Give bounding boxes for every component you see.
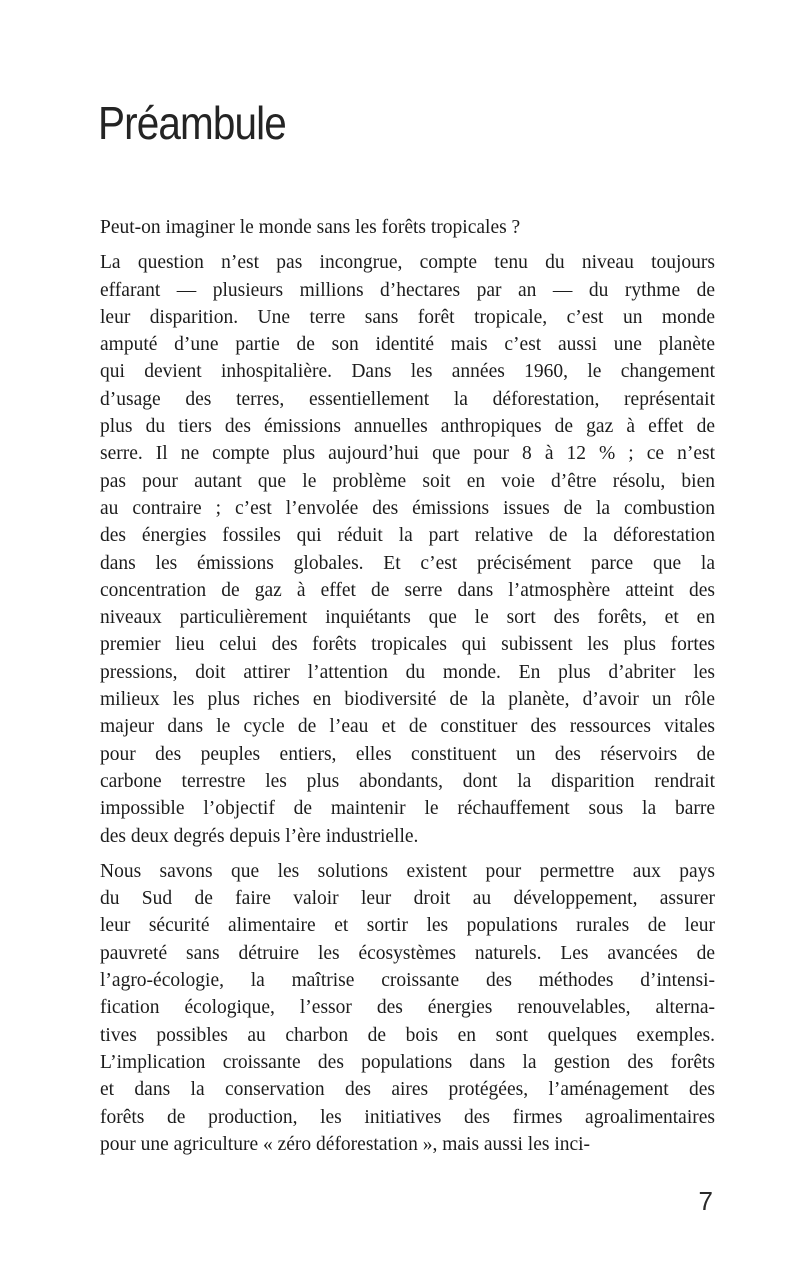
text-line: leur sécurité alimentaire et sortir les populations rurales de leur [100, 915, 715, 937]
page-number: 7 [698, 1186, 713, 1216]
text-line: majeur dans le cycle de l’eau et de constituer des ressources vitales [100, 716, 715, 738]
text-line: L’implication croissante des populations dans la gestion des forêts [100, 1051, 715, 1073]
text-line: premier lieu celui des forêts tropicales qui subissent les plus fortes [100, 634, 715, 656]
text-line: pour des peuples entiers, elles constituent un des réservoirs de [100, 743, 715, 765]
text-line: Peut-on imaginer le monde sans les forêts tropicales ? [100, 217, 521, 238]
text-line: impossible l’objectif de maintenir le réchauffement sous la barre [100, 798, 715, 820]
text-line: fication écologique, l’essor des énergies renouvelables, alterna- [100, 997, 715, 1019]
text-line: du Sud de faire valoir leur droit au développement, assurer [100, 888, 715, 910]
text-line: carbone terrestre les plus abondants, dont la disparition rendrait [100, 770, 715, 792]
text-line: pour une agriculture « zéro déforestation », mais aussi les inci- [100, 1133, 591, 1155]
text-line: et dans la conservation des aires protégées, l’aménagement des [100, 1079, 715, 1101]
text-line: plus du tiers des émissions annuelles anthropiques de gaz à effet de [100, 416, 715, 438]
text-line: La question n’est pas incongrue, compte tenu du niveau toujours [100, 252, 715, 274]
text-line: forêts de production, les initiatives des firmes agroalimentaires [100, 1106, 715, 1128]
text-line: pauvreté sans détruire les écosystèmes naturels. Les avancées de [100, 942, 715, 964]
text-line: Nous savons que les solutions existent pour permettre aux pays [100, 860, 715, 882]
paragraph [100, 858, 715, 1158]
text-line: amputé d’une partie de son identité mais c’est aussi une planète [100, 334, 715, 356]
text-line: qui devient inhospitalière. Dans les années 1960, le changement [100, 361, 715, 383]
text-line: dans les émissions globales. Et c’est précisément parce que la [100, 552, 715, 574]
text-line: milieux les plus riches en biodiversité de la planète, d’avoir un rôle [100, 689, 715, 711]
text-line: pas pour autant que le problème soit en voie d’être résolu, bien [100, 470, 715, 492]
text-line: l’agro-écologie, la maîtrise croissante des méthodes d’intensi- [100, 970, 715, 992]
text-line: des deux degrés depuis l’ère industrielle. [100, 825, 419, 847]
paragraph [100, 214, 715, 241]
text-line: concentration de gaz à effet de serre dans l’atmosphère atteint des [100, 579, 715, 601]
text-line: niveaux particulièrement inquiétants que le sort des forêts, et en [100, 607, 715, 629]
text-line: pressions, doit attirer l’attention du monde. En plus d’abriter les [100, 661, 715, 683]
text-line: d’usage des terres, essentiellement la déforestation, représentait [100, 388, 715, 410]
text-line: tives possibles au charbon de bois en sont quelques exemples. [100, 1024, 715, 1046]
text-line: leur disparition. Une terre sans forêt tropicale, c’est un monde [100, 306, 715, 328]
text-line: des énergies fossiles qui réduit la part relative de la déforestation [100, 525, 715, 547]
chapter-title: Préambule [98, 97, 286, 149]
body-text [100, 214, 715, 1158]
paragraph [100, 249, 715, 850]
text-line: effarant — plusieurs millions d’hectares par an — du rythme de [100, 279, 715, 301]
text-line: serre. Il ne compte plus aujourd’hui que pour 8 à 12 % ; ce n’est [100, 443, 715, 465]
text-line: au contraire ; c’est l’envolée des émissions issues de la combustion [100, 497, 715, 519]
